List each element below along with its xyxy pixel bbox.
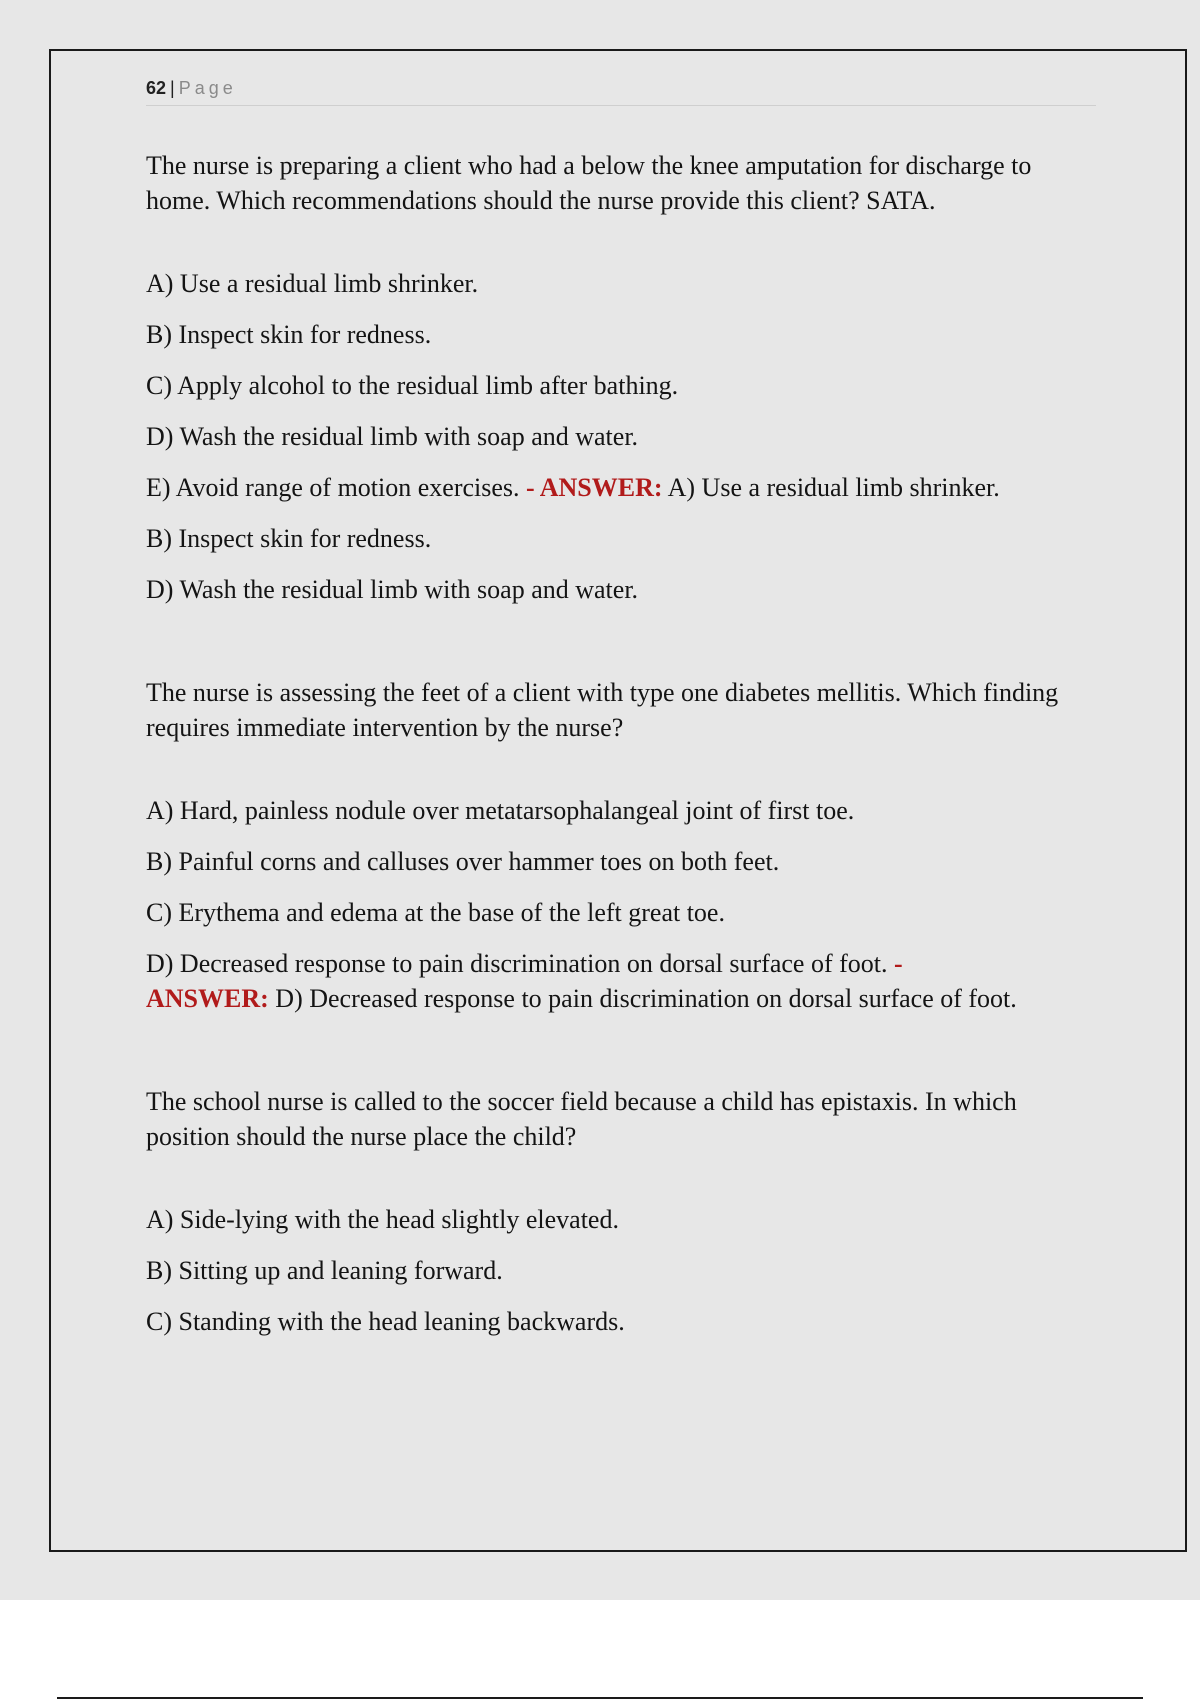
question-2-text: The nurse is assessing the feet of a client with type one diabetes mellitis. Which finding requires immediate intervention by the nurse? — [146, 678, 1059, 742]
q2-option-d: D) Decreased response to pain discrimination on dorsal surface of foot. — [146, 949, 894, 978]
q2-option-a: A) Hard, painless nodule over metatarsophalangeal joint of first toe. — [146, 796, 855, 825]
q1-option-c: C) Apply alcohol to the residual limb after bathing. — [146, 371, 679, 400]
q2-option-b: B) Painful corns and calluses over hammer toes on both feet. — [146, 847, 780, 876]
question-block-3 — [146, 1084, 1096, 1339]
q2-answer-dash: - — [893, 949, 903, 978]
q1-answer-more-2: D) Wash the residual limb with soap and water. — [146, 575, 639, 604]
q1-option-e-with-answer — [146, 470, 1096, 505]
q1-option-a: A) Use a residual limb shrinker. — [146, 269, 479, 298]
question-block-1 — [146, 148, 1096, 607]
page-header — [146, 73, 1096, 106]
q3-option-b: B) Sitting up and leaning forward. — [146, 1256, 503, 1285]
question-block-2 — [146, 675, 1096, 1016]
q3-option-c: C) Standing with the head leaning backwards. — [146, 1307, 625, 1336]
q1-option-e: E) Avoid range of motion exercises. — [146, 473, 527, 502]
header-separator: | — [170, 78, 175, 98]
q2-option-c: C) Erythema and edema at the base of the left great toe. — [146, 898, 725, 927]
q2-answer-label: ANSWER: — [146, 984, 269, 1013]
footer-divider — [57, 1697, 1143, 1699]
q3-option-a: A) Side-lying with the head slightly elevated. — [146, 1205, 619, 1234]
question-3-text: The school nurse is called to the soccer field because a child has epistaxis. In which position should the nurse place the child? — [146, 1087, 1017, 1151]
q2-answer-text: D) Decreased response to pain discrimination on dorsal surface of foot. — [268, 984, 1017, 1013]
q1-option-d: D) Wash the residual limb with soap and water. — [146, 422, 639, 451]
page-number: 62 — [146, 78, 167, 98]
page-content — [146, 148, 1096, 1355]
q2-option-d-with-answer — [146, 946, 1096, 1016]
page-word: Page — [178, 78, 237, 98]
q1-answer-label: - ANSWER: — [526, 473, 663, 502]
q1-option-b: B) Inspect skin for redness. — [146, 320, 432, 349]
question-1-text: The nurse is preparing a client who had a below the knee amputation for discharge to home. Which recommendations should the nurse provide this client? SATA. — [146, 151, 1032, 215]
q1-answer-first: A) Use a residual limb shrinker. — [662, 473, 1000, 502]
q1-answer-more-1: B) Inspect skin for redness. — [146, 524, 432, 553]
